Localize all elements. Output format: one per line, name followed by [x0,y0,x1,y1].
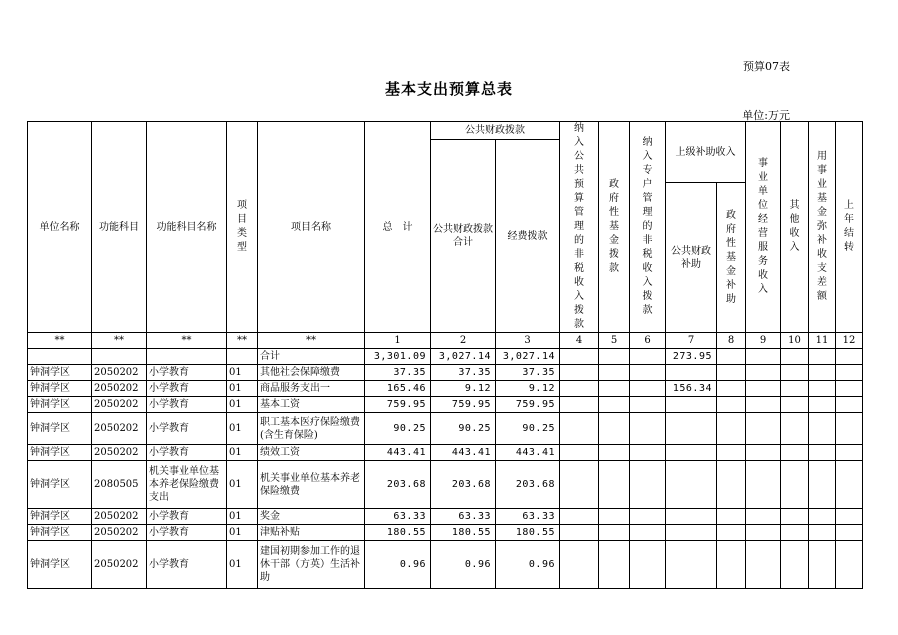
total-cell: 90.25 [365,413,431,445]
index-cell: ** [147,333,227,349]
empty-cell [836,445,863,461]
public-subsidy-cell [666,413,717,445]
empty-cell [717,445,746,461]
public-subsidy-cell [666,445,717,461]
empty-cell [599,509,630,525]
func-name-cell: 小学教育 [147,525,227,541]
budget-table [27,121,863,589]
table-row [28,509,863,525]
item-name-cell: 绩效工资 [258,445,365,461]
expense-cell: 759.95 [496,397,560,413]
header-superior-subsidy: 上级补助收入 [666,122,746,183]
public-fiscal-cell: 0.96 [431,541,496,589]
total-label: 合计 [258,349,365,365]
header-func-name: 功能科目名称 [147,122,227,333]
empty-cell [781,461,809,509]
public-fiscal-cell: 37.35 [431,365,496,381]
empty-cell [781,445,809,461]
table-row [28,541,863,589]
expense-cell: 63.33 [496,509,560,525]
public-fiscal-cell: 759.95 [431,397,496,413]
func-name-cell: 小学教育 [147,397,227,413]
index-cell: 7 [666,333,717,349]
public-subsidy-cell [666,541,717,589]
empty-cell [746,445,781,461]
page-title: 基本支出预算总表 [384,80,513,98]
empty-cell [599,365,630,381]
total-cell: 203.68 [365,461,431,509]
empty-cell [809,445,836,461]
empty-cell [809,381,836,397]
func-name-cell: 小学教育 [147,509,227,525]
empty-cell [599,381,630,397]
empty-cell [717,381,746,397]
header-row-1 [28,122,863,140]
table-row [28,365,863,381]
unit-name-cell: 钟洞学区 [28,397,92,413]
empty-cell [560,445,599,461]
empty-cell [717,509,746,525]
empty-cell [746,413,781,445]
index-cell: 3 [496,333,560,349]
item-name-cell: 基本工资 [258,397,365,413]
total-cell: 443.41 [365,445,431,461]
data-rows [28,365,863,589]
item-type-cell: 01 [227,509,258,525]
func-code-cell: 2050202 [92,541,147,589]
empty-cell [809,509,836,525]
empty-cell [836,461,863,509]
empty-cell [781,509,809,525]
empty-cell [836,413,863,445]
public-fiscal-cell: 180.55 [431,525,496,541]
expense-cell: 37.35 [496,365,560,381]
func-name-cell: 小学教育 [147,381,227,397]
empty-cell [836,365,863,381]
empty-cell [560,413,599,445]
index-cell: 11 [809,333,836,349]
unit-name-cell: 钟洞学区 [28,381,92,397]
func-name-cell: 机关事业单位基本养老保险缴费支出 [147,461,227,509]
expense-cell: 90.25 [496,413,560,445]
index-cell: 10 [781,333,809,349]
empty-cell [809,365,836,381]
empty-cell [599,397,630,413]
empty-cell [836,509,863,525]
public-subsidy-cell: 156.34 [666,381,717,397]
total-public-subsidy: 273.95 [666,349,717,365]
empty-cell [717,461,746,509]
empty-cell [630,461,666,509]
index-cell: 8 [717,333,746,349]
index-cell: 4 [560,333,599,349]
header-nontax-budget: 纳入公共预算管理的非税收入拨款 [560,122,599,333]
unit-name-cell: 钟洞学区 [28,525,92,541]
empty-cell [560,461,599,509]
item-type-cell: 01 [227,365,258,381]
total-cell: 0.96 [365,541,431,589]
empty-cell [560,541,599,589]
empty-cell [630,525,666,541]
item-name-cell: 商品服务支出一 [258,381,365,397]
header-public-fiscal-total: 公共财政拨款合计 [431,140,496,333]
item-type-cell: 01 [227,397,258,413]
empty-cell [781,541,809,589]
header-special-nontax: 纳入专户管理的非税收入拨款 [630,122,666,333]
empty-cell [836,397,863,413]
public-fiscal-cell: 9.12 [431,381,496,397]
index-cell: ** [227,333,258,349]
header-gov-fund-subsidy: 政府性基金补助 [717,183,746,333]
header-item-name: 项目名称 [258,122,365,333]
item-name-cell: 机关事业单位基本养老保险缴费 [258,461,365,509]
empty-cell [717,525,746,541]
empty-cell [560,397,599,413]
table-row [28,445,863,461]
empty-cell [781,365,809,381]
public-fiscal-cell: 63.33 [431,509,496,525]
empty-cell [781,413,809,445]
empty-cell [746,381,781,397]
empty-cell [746,509,781,525]
empty-cell [630,445,666,461]
empty-cell [560,509,599,525]
item-type-cell: 01 [227,525,258,541]
header-business-income: 事业单位经营服务收入 [746,122,781,333]
empty-cell [836,525,863,541]
empty-cell [781,381,809,397]
item-name-cell: 其他社会保障缴费 [258,365,365,381]
index-cell: 2 [431,333,496,349]
func-name-cell: 小学教育 [147,541,227,589]
unit-name-cell: 钟洞学区 [28,461,92,509]
unit-label: 单位:万元 [742,109,790,122]
empty-cell [746,365,781,381]
header-public-fiscal-subsidy: 公共财政补助 [666,183,717,333]
index-cell: ** [258,333,365,349]
header-expense-allocation: 经费拨款 [496,140,560,333]
empty-cell [599,461,630,509]
func-code-cell: 2050202 [92,525,147,541]
empty-cell [630,381,666,397]
item-type-cell: 01 [227,541,258,589]
index-cell: 6 [630,333,666,349]
unit-name-cell: 钟洞学区 [28,445,92,461]
expense-cell: 180.55 [496,525,560,541]
expense-cell: 203.68 [496,461,560,509]
header-reserve-fund: 用事业基金弥补收支差额 [809,122,836,333]
func-code-cell: 2050202 [92,413,147,445]
empty-cell [746,461,781,509]
public-subsidy-cell [666,461,717,509]
index-cell: 1 [365,333,431,349]
total-public-fiscal: 3,027.14 [431,349,496,365]
empty-cell [717,413,746,445]
item-name-cell: 津贴补贴 [258,525,365,541]
empty-cell [781,525,809,541]
empty-cell [630,397,666,413]
index-row [28,333,863,349]
func-code-cell: 2080505 [92,461,147,509]
public-subsidy-cell [666,525,717,541]
item-name-cell: 建国初期参加工作的退休干部（方英）生活补助 [258,541,365,589]
table-row [28,397,863,413]
empty-cell [717,541,746,589]
empty-cell [809,525,836,541]
item-type-cell: 01 [227,445,258,461]
expense-cell: 443.41 [496,445,560,461]
index-cell: ** [28,333,92,349]
empty-cell [717,365,746,381]
empty-cell [746,397,781,413]
unit-name-cell: 钟洞学区 [28,541,92,589]
empty-cell [717,397,746,413]
public-fiscal-cell: 90.25 [431,413,496,445]
empty-cell [809,541,836,589]
total-row [28,349,863,365]
table-row [28,525,863,541]
func-code-cell: 2050202 [92,365,147,381]
form-id: 预算07表 [743,60,790,73]
header-func-code: 功能科目 [92,122,147,333]
total-cell: 37.35 [365,365,431,381]
empty-cell [809,413,836,445]
table-row [28,381,863,397]
func-name-cell: 小学教育 [147,413,227,445]
unit-name-cell: 钟洞学区 [28,413,92,445]
total-cell: 180.55 [365,525,431,541]
empty-cell [836,381,863,397]
total-cell: 63.33 [365,509,431,525]
empty-cell [746,541,781,589]
expense-cell: 9.12 [496,381,560,397]
item-name-cell: 奖金 [258,509,365,525]
expense-cell: 0.96 [496,541,560,589]
total-cell: 165.46 [365,381,431,397]
empty-cell [630,413,666,445]
index-cell: 9 [746,333,781,349]
func-code-cell: 2050202 [92,445,147,461]
empty-cell [781,397,809,413]
empty-cell [746,525,781,541]
header-carry-over: 上年结转 [836,122,863,333]
empty-cell [809,397,836,413]
empty-cell [599,541,630,589]
func-name-cell: 小学教育 [147,445,227,461]
unit-name-cell: 钟洞学区 [28,365,92,381]
empty-cell [630,365,666,381]
empty-cell [836,541,863,589]
header-item-type: 项目类型 [227,122,258,333]
item-name-cell: 职工基本医疗保险缴费(含生育保险) [258,413,365,445]
public-fiscal-cell: 203.68 [431,461,496,509]
table-row [28,461,863,509]
index-cell: ** [92,333,147,349]
public-subsidy-cell [666,509,717,525]
header-gov-fund: 政府性基金拨款 [599,122,630,333]
empty-cell [599,413,630,445]
item-type-cell: 01 [227,413,258,445]
empty-cell [599,445,630,461]
item-type-cell: 01 [227,381,258,397]
total-expense: 3,027.14 [496,349,560,365]
func-code-cell: 2050202 [92,381,147,397]
header-total: 总 计 [365,122,431,333]
public-subsidy-cell [666,397,717,413]
empty-cell [630,541,666,589]
empty-cell [560,365,599,381]
empty-cell [560,381,599,397]
total-cell: 759.95 [365,397,431,413]
total-amount: 3,301.09 [365,349,431,365]
table-row [28,413,863,445]
index-cell: 12 [836,333,863,349]
header-public-fiscal: 公共财政拨款 [431,122,560,140]
empty-cell [599,525,630,541]
unit-name-cell: 钟洞学区 [28,509,92,525]
item-type-cell: 01 [227,461,258,509]
empty-cell [630,509,666,525]
func-code-cell: 2050202 [92,509,147,525]
index-cell: 5 [599,333,630,349]
header-unit-name: 单位名称 [28,122,92,333]
func-name-cell: 小学教育 [147,365,227,381]
public-subsidy-cell [666,365,717,381]
empty-cell [809,461,836,509]
empty-cell [560,525,599,541]
public-fiscal-cell: 443.41 [431,445,496,461]
func-code-cell: 2050202 [92,397,147,413]
header-other-income: 其他收入 [781,122,809,333]
